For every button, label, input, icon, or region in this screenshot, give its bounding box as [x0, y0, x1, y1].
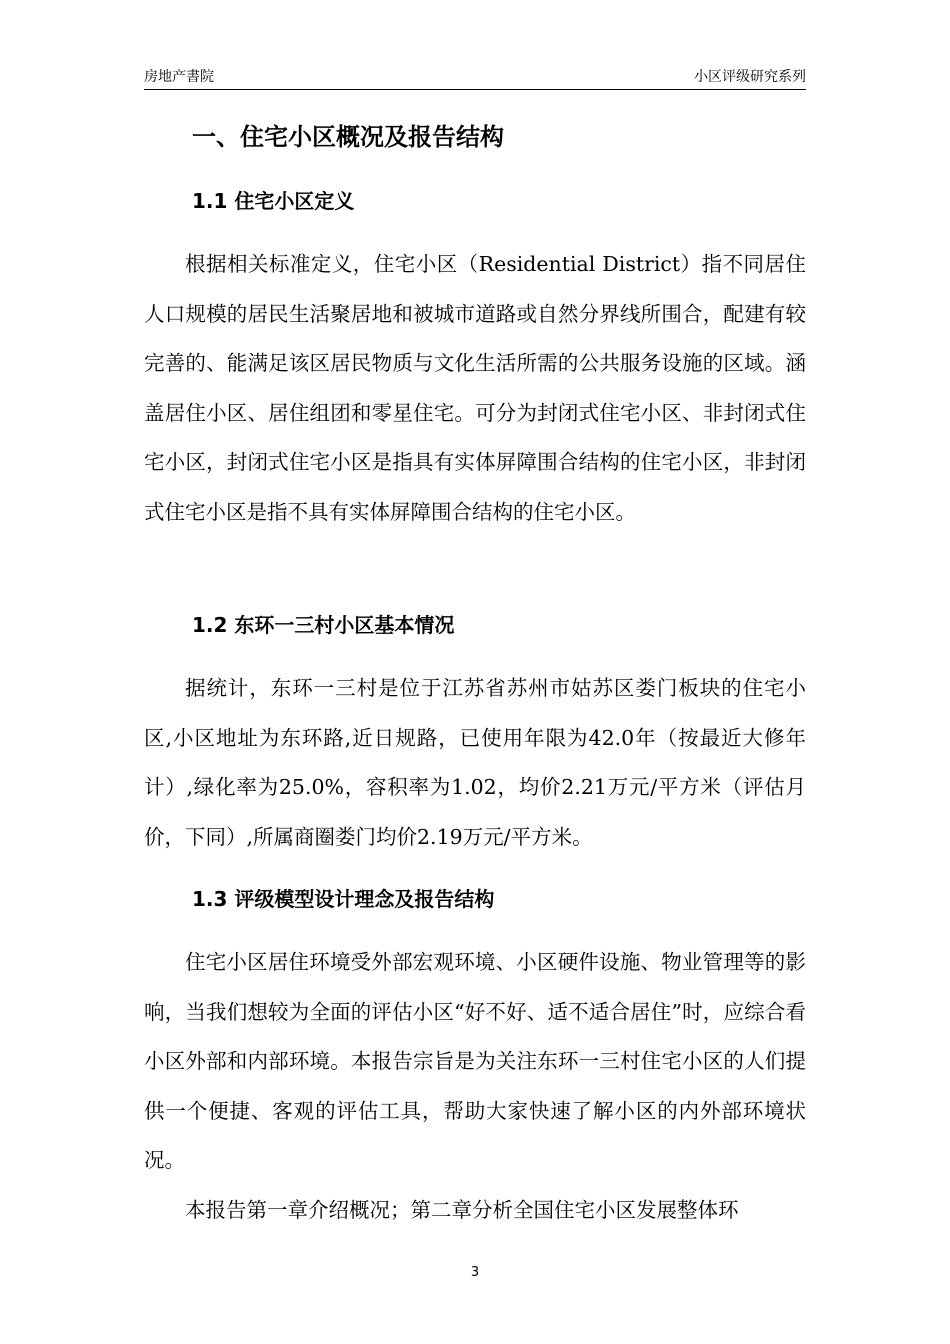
section-heading-1-3: 1.3 评级模型设计理念及报告结构 — [192, 887, 495, 911]
header-left-text: 房地产書院 — [144, 69, 214, 85]
section-1-3-paragraph-2: 本报告第一章介绍概况；第二章分析全国住宅小区发展整体环 — [185, 1198, 739, 1222]
section-1-2-paragraph: 据统计，东环一三村是位于江苏省苏州市姑苏区娄门板块的住宅小区,小区地址为东环路,近日规路，已使用年限为42.0年（按最近大修年计）,绿化率为25.0%，容积率为1.02，均价2.21万元/平方米（评估月价，下同）,所属商圈娄门均价2.19万元/平方米。 — [144, 676, 806, 849]
section-1-1-paragraph: 根据相关标准定义，住宅小区（Residential District）指不同居住人口规模的居民生活聚居地和被城市道路或自然分界线所围合，配建有较完善的、能满足该区居民物质与文化生活所需的公共服务设施的区域。涵盖居住小区、居住组团和零星住宅。可分为封闭式住宅小区、非封闭式住宅小区，封闭式住宅小区是指具有实体屏障围合结构的住宅小区，非封闭式住宅小区是指不具有实体屏障围合结构的住宅小区。 — [144, 252, 806, 524]
section-heading-1-2: 1.2 东环一三村小区基本情况 — [192, 613, 455, 637]
header-right-text: 小区评级研究系列 — [694, 69, 806, 85]
header-rule — [144, 89, 806, 90]
section-1-3-paragraph-1: 住宅小区居住环境受外部宏观环境、小区硬件设施、物业管理等的影响，当我们想较为全面的评估小区“好不好、适不适合居住”时，应综合看小区外部和内部环境。本报告宗旨是为关注东环一三村住宅小区的人们提供一个便捷、客观的评估工具，帮助大家快速了解小区的内外部环境状况。 — [144, 950, 806, 1172]
page-number: 3 — [470, 1265, 480, 1280]
section-heading-1-1: 1.1 住宅小区定义 — [192, 189, 355, 213]
chapter-title: 一、住宅小区概况及报告结构 — [192, 123, 504, 151]
